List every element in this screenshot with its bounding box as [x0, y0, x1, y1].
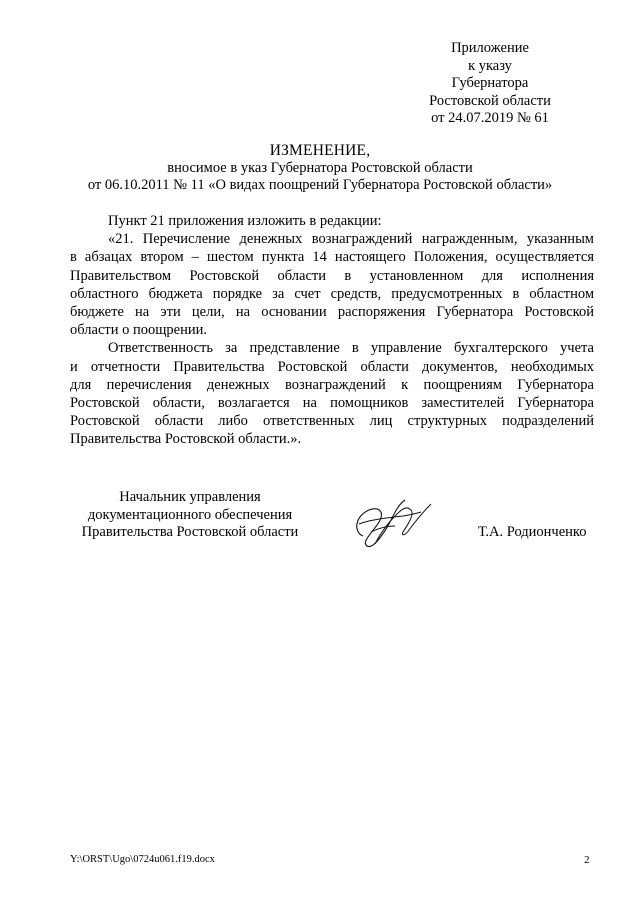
- appendix-line: Приложение: [451, 40, 529, 56]
- body-line: Ответственность за представление в управление бухгалтерского учета: [108, 340, 594, 357]
- position-line: Правительства Ростовской области: [81, 524, 299, 541]
- body-line: областного бюджета порядке за счет средств, предусмотренных в областном: [70, 285, 594, 302]
- body-line: Пункт 21 приложения изложить в редакции:: [108, 213, 382, 229]
- body-line: «21. Перечисление денежных вознаграждений награжденным, указанным: [108, 231, 594, 248]
- appendix-line: от 24.07.2019 № 61: [431, 110, 549, 127]
- body-line: Ростовской области либо ответственных лиц структурных подразделений: [70, 413, 594, 430]
- body-line: для перечисления денежных вознаграждений к поощрениям Губернатора: [70, 376, 594, 393]
- footer-file-path: Y:\ORST\Ugo\0724u061.f19.docx: [70, 854, 215, 865]
- signatory-position: [70, 489, 310, 542]
- position-line: Начальник управления: [119, 489, 261, 505]
- document-body: [70, 212, 594, 448]
- body-line: и отчетности Правительства Ростовской области документов, необходимых: [70, 358, 594, 375]
- signatory-name: Т.А. Родионченко: [478, 524, 587, 540]
- title-subline: от 06.10.2011 № 11 «О видах поощрений Губернатора Ростовской области»: [87, 177, 553, 194]
- body-line: Правительства Ростовской области.».: [70, 431, 302, 448]
- position-line: документационного обеспечения: [87, 506, 293, 523]
- document-title: [60, 142, 580, 195]
- page-number: 2: [584, 854, 590, 866]
- title-heading: ИЗМЕНЕНИЕ,: [269, 142, 371, 159]
- body-line: Ростовской области, возлагается на помощников заместителей Губернатора: [70, 394, 594, 411]
- appendix-line: Ростовской области: [429, 92, 551, 109]
- handwritten-signature: [345, 492, 435, 552]
- appendix-line: Губернатора: [451, 75, 529, 92]
- body-line: в абзацах втором – шестом пункта 14 настоящего Положения, осуществляется: [70, 249, 594, 266]
- body-line: области о поощрении.: [70, 322, 207, 339]
- body-line: бюджете на эти цели, на основании распоряжения Губернатора Ростовской: [70, 303, 594, 320]
- title-subline: вносимое в указ Губернатора Ростовской области: [167, 159, 473, 176]
- body-line: Правительством Ростовской области в установленном для исполнения: [70, 267, 594, 284]
- appendix-header: [380, 40, 600, 128]
- appendix-line: к указу: [468, 57, 512, 74]
